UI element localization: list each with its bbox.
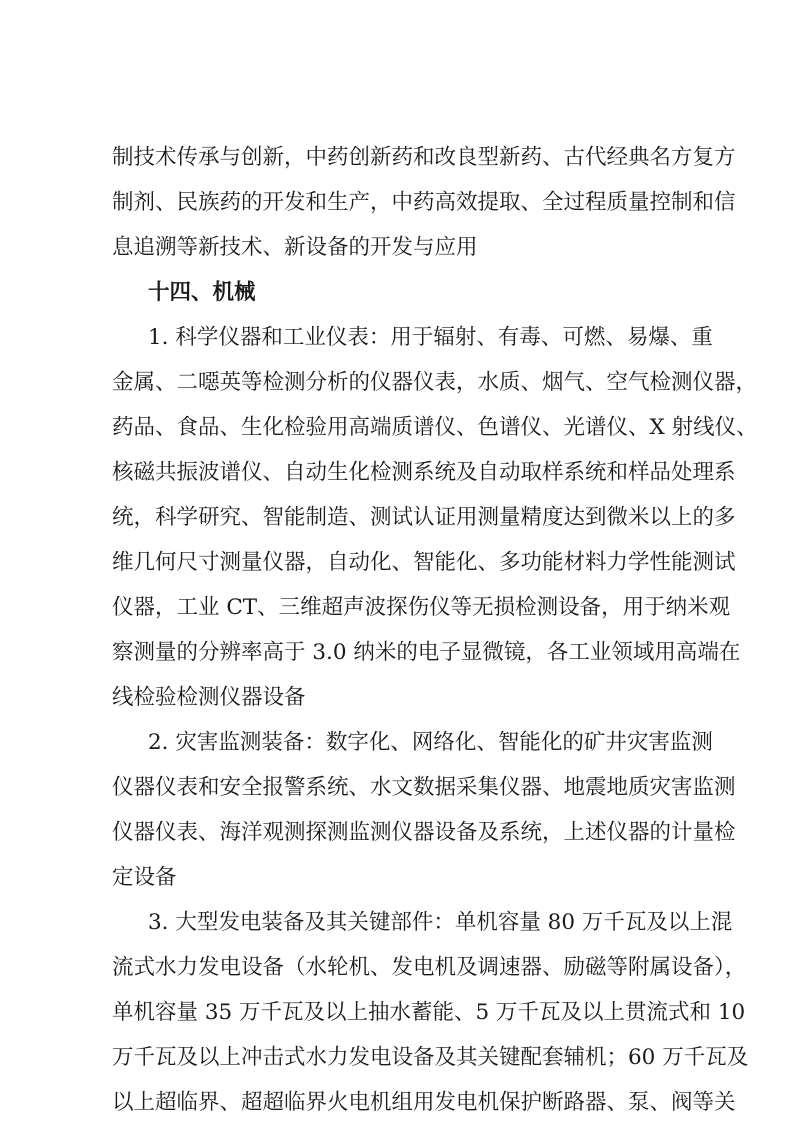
text-line: 金属、二噁英等检测分析的仪器仪表，水质、烟气、空气检测仪器， xyxy=(112,370,758,395)
text-line: 仪器仪表、海洋观测探测监测仪器设备及系统，上述仪器的计量检 xyxy=(112,820,736,845)
text-line: 线检验检测仪器设备 xyxy=(112,685,306,710)
text-line: 万千瓦及以上冲击式水力发电设备及其关键配套辅机；60 万千瓦及 xyxy=(112,1045,749,1070)
text-line: 息追溯等新技术、新设备的开发与应用 xyxy=(112,235,478,260)
text-line: 1. 科学仪器和工业仪表：用于辐射、有毒、可燃、易爆、重 xyxy=(148,325,713,350)
text-line: 定设备 xyxy=(112,865,177,890)
text-line: 2. 灾害监测装备：数字化、网络化、智能化的矿井灾害监测 xyxy=(148,730,713,755)
text-line: 统，科学研究、智能制造、测试认证用测量精度达到微米以上的多 xyxy=(112,505,736,530)
text-line: 维几何尺寸测量仪器，自动化、智能化、多功能材料力学性能测试 xyxy=(112,550,736,575)
text-line: 3. 大型发电装备及其关键部件：单机容量 80 万千瓦及以上混 xyxy=(148,910,733,935)
text-line: 察测量的分辨率高于 3.0 纳米的电子显微镜，各工业领域用高端在 xyxy=(112,640,741,665)
text-line: 单机容量 35 万千瓦及以上抽水蓄能、5 万千瓦及以上贯流式和 10 xyxy=(112,1000,746,1025)
text-line: 制剂、民族药的开发和生产，中药高效提取、全过程质量控制和信 xyxy=(112,190,736,215)
text-line: 药品、食品、生化检验用高端质谱仪、色谱仪、光谱仪、X 射线仪、 xyxy=(112,415,758,440)
text-line: 仪器仪表和安全报警系统、水文数据采集仪器、地震地质灾害监测 xyxy=(112,775,736,800)
text-line: 制技术传承与创新，中药创新药和改良型新药、古代经典名方复方 xyxy=(112,145,736,170)
text-line: 流式水力发电设备（水轮机、发电机及调速器、励磁等附属设备）， xyxy=(112,955,747,980)
section-heading: 十四、机械 xyxy=(148,280,256,305)
text-line: 仪器，工业 CT、三维超声波探伤仪等无损检测设备，用于纳米观 xyxy=(112,595,731,620)
text-line: 核磁共振波谱仪、自动生化检测系统及自动取样系统和样品处理系 xyxy=(112,460,736,485)
text-line: 以上超临界、超超临界火电机组用发电机保护断路器、泵、阀等关 xyxy=(112,1090,736,1115)
